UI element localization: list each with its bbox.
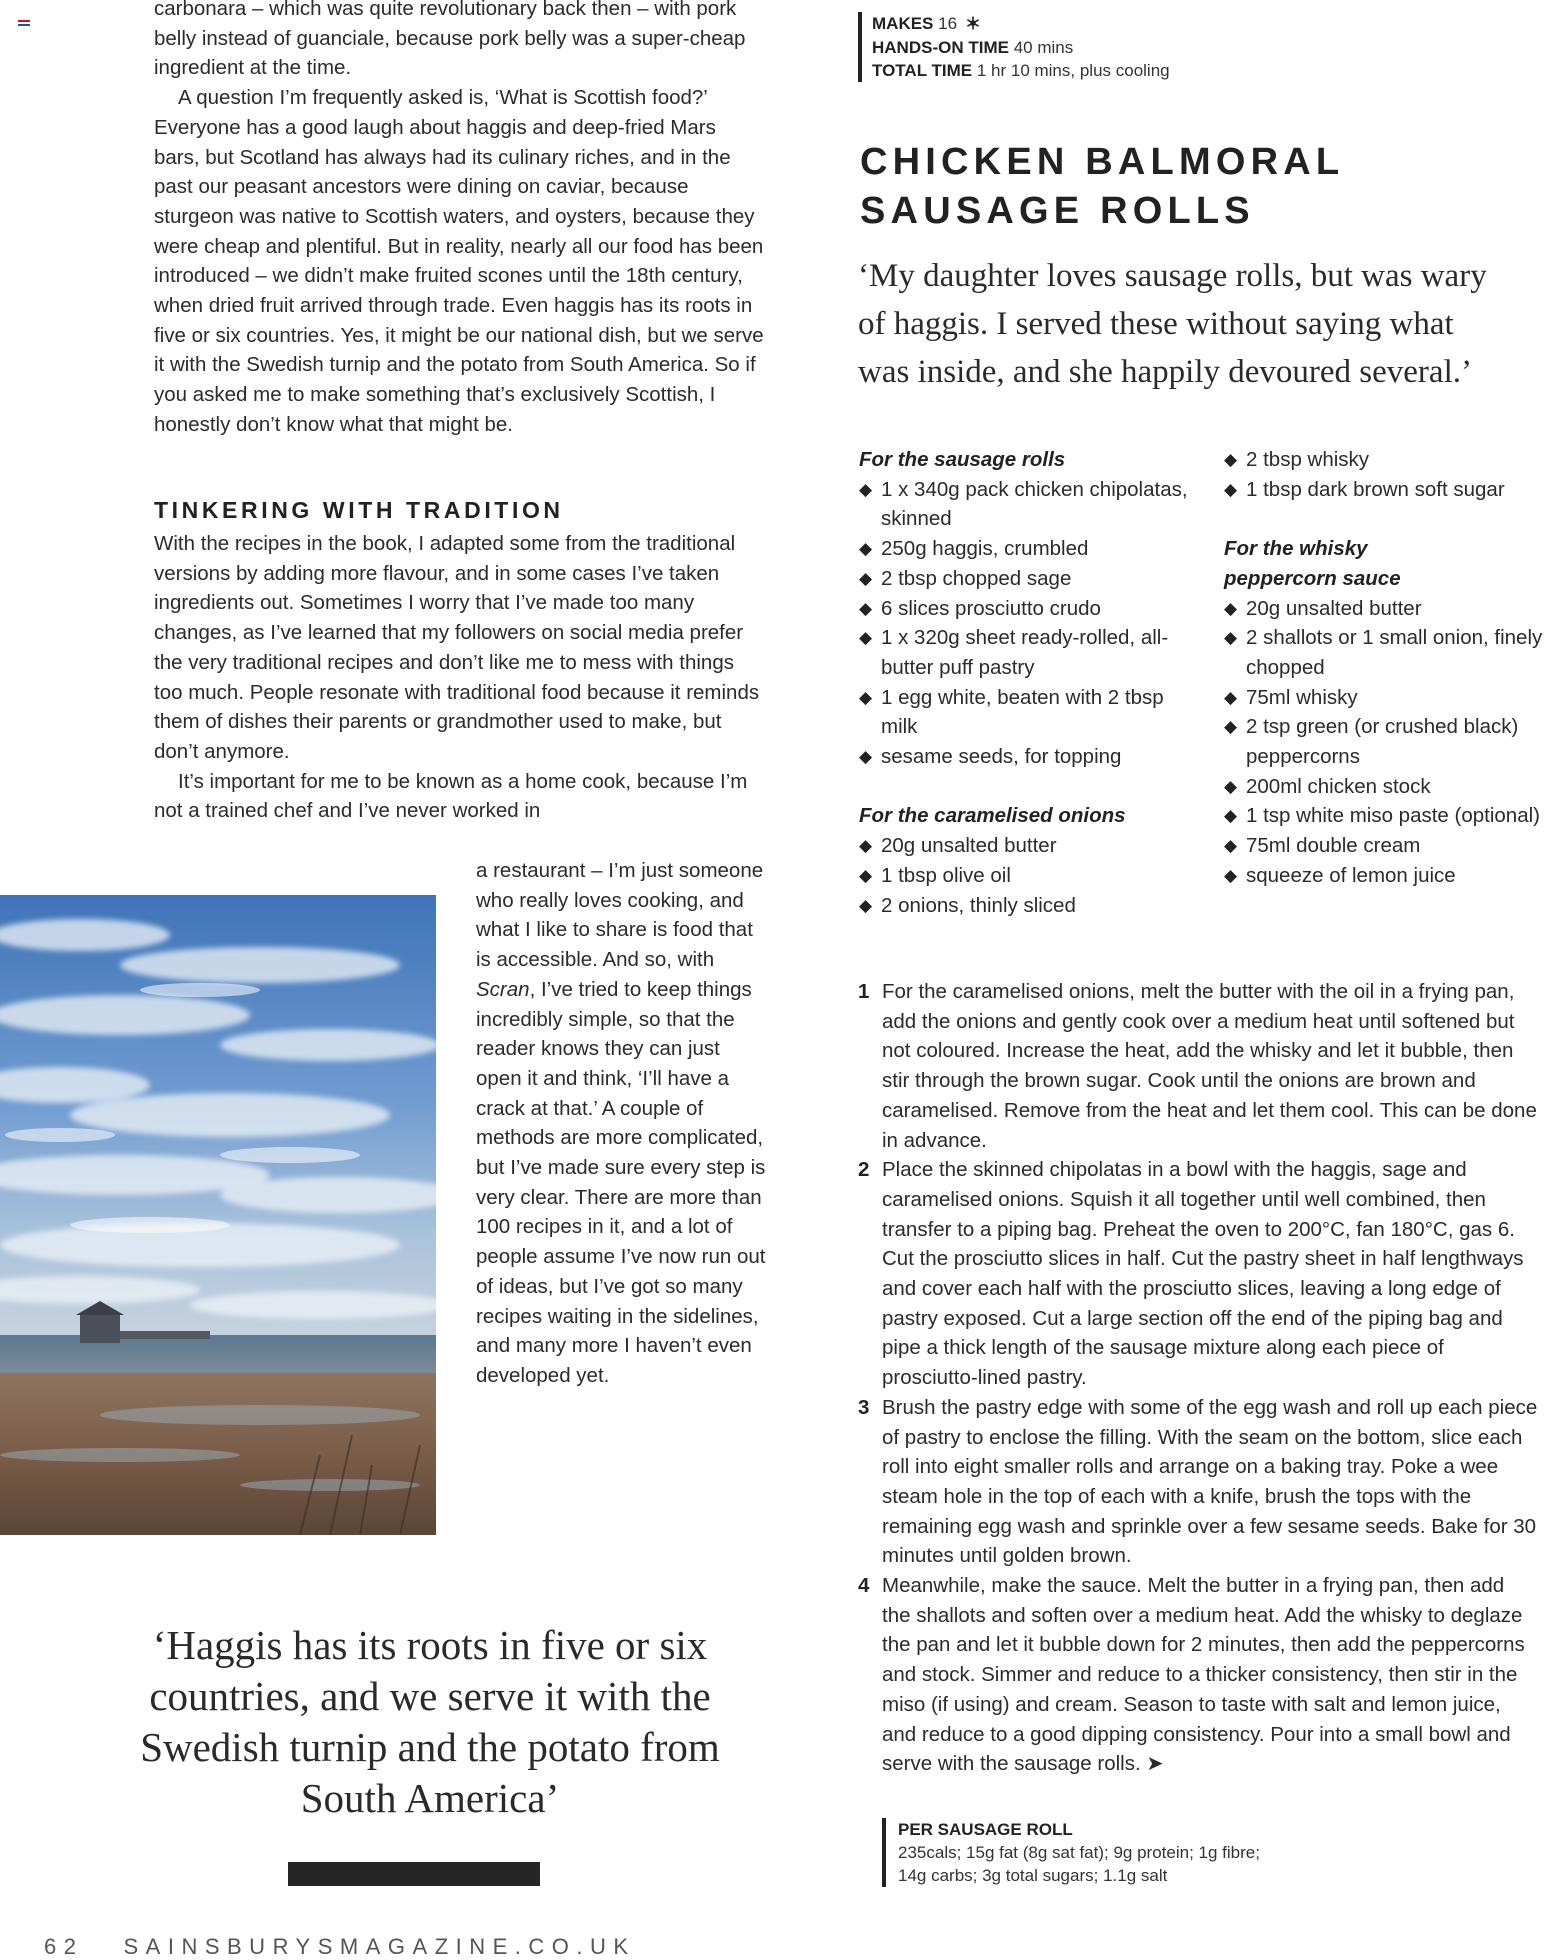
ingredient-item: ◆ 2 onions, thinly sliced (859, 891, 1189, 921)
ingredient-item: ◆ 1 tsp white miso paste (optional) (1224, 801, 1550, 831)
coastal-landscape-photo (0, 895, 436, 1535)
ingredient-item: ◆ 6 slices prosciutto crudo (859, 594, 1189, 624)
total-time-label: TOTAL TIME (872, 61, 973, 81)
footer-site: SAINSBURYSMAGAZINE.CO.UK (123, 1934, 636, 1959)
ingredient-item: ◆ 1 x 340g pack chicken chipolatas, skinned (859, 475, 1189, 534)
nutrition-line: 14g carbs; 3g total sugars; 1.1g salt (898, 1866, 1168, 1885)
ingredient-list-sauce (1224, 594, 1550, 891)
article-paragraph: It’s important for me to be known as a home cook, because I’m not a trained chef and I’ve never worked in (154, 769, 748, 823)
ingredient-item: ◆ 200ml chicken stock (1224, 772, 1550, 802)
ingredient-group-heading: For the sausage rolls (859, 448, 1066, 471)
step-text: Place the skinned chipolatas in a bowl with the haggis, sage and caramelised onions. Squish it all together until well combined, then transfer to a piping bag. Preheat the oven to 200°C, fan 180°C, gas 6. Cut the prosciutto slices in half. Cut the pastry sheet in half lengthways and cover each half with the prosciutto slices, leaving a long edge of pastry exposed. Cut a large section off the end of the piping bag and pipe a thick length of the sausage mixture along each piece of prosciutto-lined pastry. (882, 1158, 1524, 1390)
page-number: 62 (44, 1934, 84, 1959)
wrap-text-before: a restaurant – I’m just someone who really loves cooking, and what I like to share is food that is accessible. And so, with (476, 859, 764, 972)
ingredient-item: ◆ 2 tsp green (or crushed black) peppercorns (1224, 712, 1550, 771)
ingredient-group-heading: peppercorn sauce (1224, 566, 1401, 590)
method-steps (858, 977, 1538, 1779)
pull-quote: ‘Haggis has its roots in five or six countries, and we serve it with the Swedish turnip and the potato from South America’ (140, 1622, 720, 1821)
step-text: Meanwhile, make the sauce. Melt the butter in a frying pan, then add the shallots and soften over a medium heat. Add the whisky to deglaze the pan and let it bubble down for 2 minutes, then add the peppercorns and stock. Simmer and reduce to a thicker consistency, then stir in the miso (if using) and cream. Season to taste with salt and lemon juice, and reduce to a good dipping consistency. Pour into a small bowl and serve with the sausage rolls. (882, 1574, 1525, 1776)
makes-label: MAKES (872, 14, 934, 33)
wrap-text-after: , I’ve tried to keep things incredibly simple, so that the reader knows they can just open it and think, ‘I’ll have a crack at that.’ A couple of methods are more complicated, but I’ve made sure every step is very clear. There are more than 100 recipes in it, and a lot of people assume I’ve now run out of ideas, but I’ve got so many recipes waiting in the sidelines, and many more I haven’t even developed yet. (476, 977, 766, 1387)
ingredient-item: ◆ 75ml double cream (1224, 831, 1550, 861)
recipe-title: CHICKEN BALMORAL SAUSAGE ROLLS (860, 141, 1344, 232)
nutrition-line: 235cals; 15g fat (8g sat fat); 9g protein; 1g fibre; (898, 1843, 1260, 1862)
section-subheading: TINKERING WITH TRADITION (154, 497, 564, 523)
makes-value: 16 (938, 14, 958, 33)
decorative-bar (288, 1862, 540, 1886)
step-number: 4 (858, 1574, 870, 1598)
ingredient-item: ◆ 250g haggis, crumbled (859, 534, 1189, 564)
ingredient-item: ◆ 20g unsalted butter (1224, 594, 1550, 624)
method-step (858, 1393, 1538, 1571)
article-text-top (154, 0, 764, 440)
ingredients-left-column (859, 445, 1189, 920)
ingredient-group-heading: For the caramelised onions (859, 804, 1126, 828)
hands-on-value: 40 mins (1013, 38, 1074, 58)
ingredients-right-column (1224, 445, 1550, 891)
article-text-mid (154, 529, 764, 826)
hands-on-label: HANDS-ON TIME (872, 38, 1009, 58)
ingredient-item: ◆ sesame seeds, for topping (859, 742, 1189, 772)
ingredient-item: ◆ 2 tbsp whisky (1224, 445, 1550, 475)
total-time-line (872, 59, 1170, 82)
total-time-value: 1 hr 10 mins, plus cooling (976, 61, 1170, 81)
snowflake-icon (966, 13, 980, 36)
step-number: 1 (858, 980, 870, 1003)
ingredient-item: ◆ 2 shallots or 1 small onion, finely chopped (1224, 623, 1550, 682)
article-paragraph: carbonara – which was quite revolutionary back then – with pork belly instead of guanciale, because pork belly was a super-cheap ingredient at the time. (154, 0, 746, 80)
makes-line (872, 12, 1170, 36)
ingredient-item: ◆ 1 tbsp dark brown soft sugar (1224, 475, 1550, 505)
ingredient-item: ◆ 1 tbsp olive oil (859, 861, 1189, 891)
step-text: For the caramelised onions, melt the butter with the oil in a frying pan, add the onions and gently cook over a medium heat until softened but not coloured. Increase the heat, add the whisky and let it bubble, then stir through the brown sugar. Cook until the onions are brown and caramelised. Remove from the heat and let them cool. This can be done in advance. (882, 980, 1537, 1152)
ingredient-item: ◆ 75ml whisky (1224, 683, 1550, 713)
article-text-wrap (476, 856, 766, 1391)
ingredient-list-onions (859, 831, 1189, 920)
nutrition-heading: PER SAUSAGE ROLL (898, 1820, 1073, 1839)
hands-on-line (872, 36, 1170, 59)
step-text: Brush the pastry edge with some of the egg wash and roll up each piece of pastry to enclose the filling. With the seam on the bottom, slice each roll into eight smaller rolls and arrange on a baking tray. Poke a wee steam hole in the top of each with a knife, brush the tops with the remaining egg wash and sprinkle over a few sesame seeds. Bake for 30 minutes until golden brown. (882, 1395, 1538, 1568)
ingredient-item: ◆ 2 tbsp chopped sage (859, 564, 1189, 594)
ingredient-list-sausage-rolls (859, 475, 1189, 772)
method (858, 977, 1538, 1779)
flag-icon (18, 20, 30, 26)
book-title: Scran (476, 977, 530, 1001)
ingredient-list-extra (1224, 445, 1550, 504)
article-paragraph: A question I’m frequently asked is, ‘What is Scottish food?’ Everyone has a good laugh about haggis and deep-fried Mars bars, but Scotland has always had its culinary riches, and in the past our peasant ancestors were dining on caviar, because sturgeon was native to Scottish waters, and oysters, because they were cheap and plentiful. But in reality, nearly all our food has been introduced – we didn’t make fruited scones until the 18th century, when dried fruit arrived through trade. Even haggis has its roots in five or six countries. Yes, it might be our national dish, but we serve it with the Swedish turnip and the potato from South America. So if you asked me to make something that’s exclusively Scottish, I honestly don’t know what that might be. (154, 86, 764, 436)
nutrition-box (882, 1818, 1260, 1887)
method-step (858, 977, 1538, 1155)
ingredient-item: ◆ 1 egg white, beaten with 2 tbsp milk (859, 683, 1189, 742)
page-footer (44, 1934, 676, 1960)
recipe-meta (858, 12, 1170, 82)
recipe-standfirst: ‘My daughter loves sausage rolls, but was wary of haggis. I served these without saying what was inside, and she happily devoured several.’ (858, 258, 1487, 390)
method-step (858, 1571, 1538, 1779)
step-number: 2 (858, 1158, 870, 1182)
ingredient-item: ◆ 1 x 320g sheet ready-rolled, all-butter puff pastry (859, 623, 1189, 682)
method-step (858, 1155, 1538, 1393)
article-paragraph: With the recipes in the book, I adapted some from the traditional versions by adding more flavour, and in some cases I’ve taken ingredients out. Sometimes I worry that I’ve made too many changes, as I’ve learned that my followers on social media prefer the very traditional recipes and don’t like me to mess with things too much. People resonate with traditional food because it reminds them of dishes their parents or grandmother used to make, but don’t anymore. (154, 532, 760, 763)
article-paragraph (476, 856, 766, 1391)
ingredient-item: ◆ 20g unsalted butter (859, 831, 1189, 861)
arrow-icon: ➤ (1146, 1752, 1164, 1776)
step-number: 3 (858, 1395, 870, 1419)
ingredient-item: ◆ squeeze of lemon juice (1224, 861, 1550, 891)
ingredient-group-heading: For the whisky (1224, 537, 1368, 561)
